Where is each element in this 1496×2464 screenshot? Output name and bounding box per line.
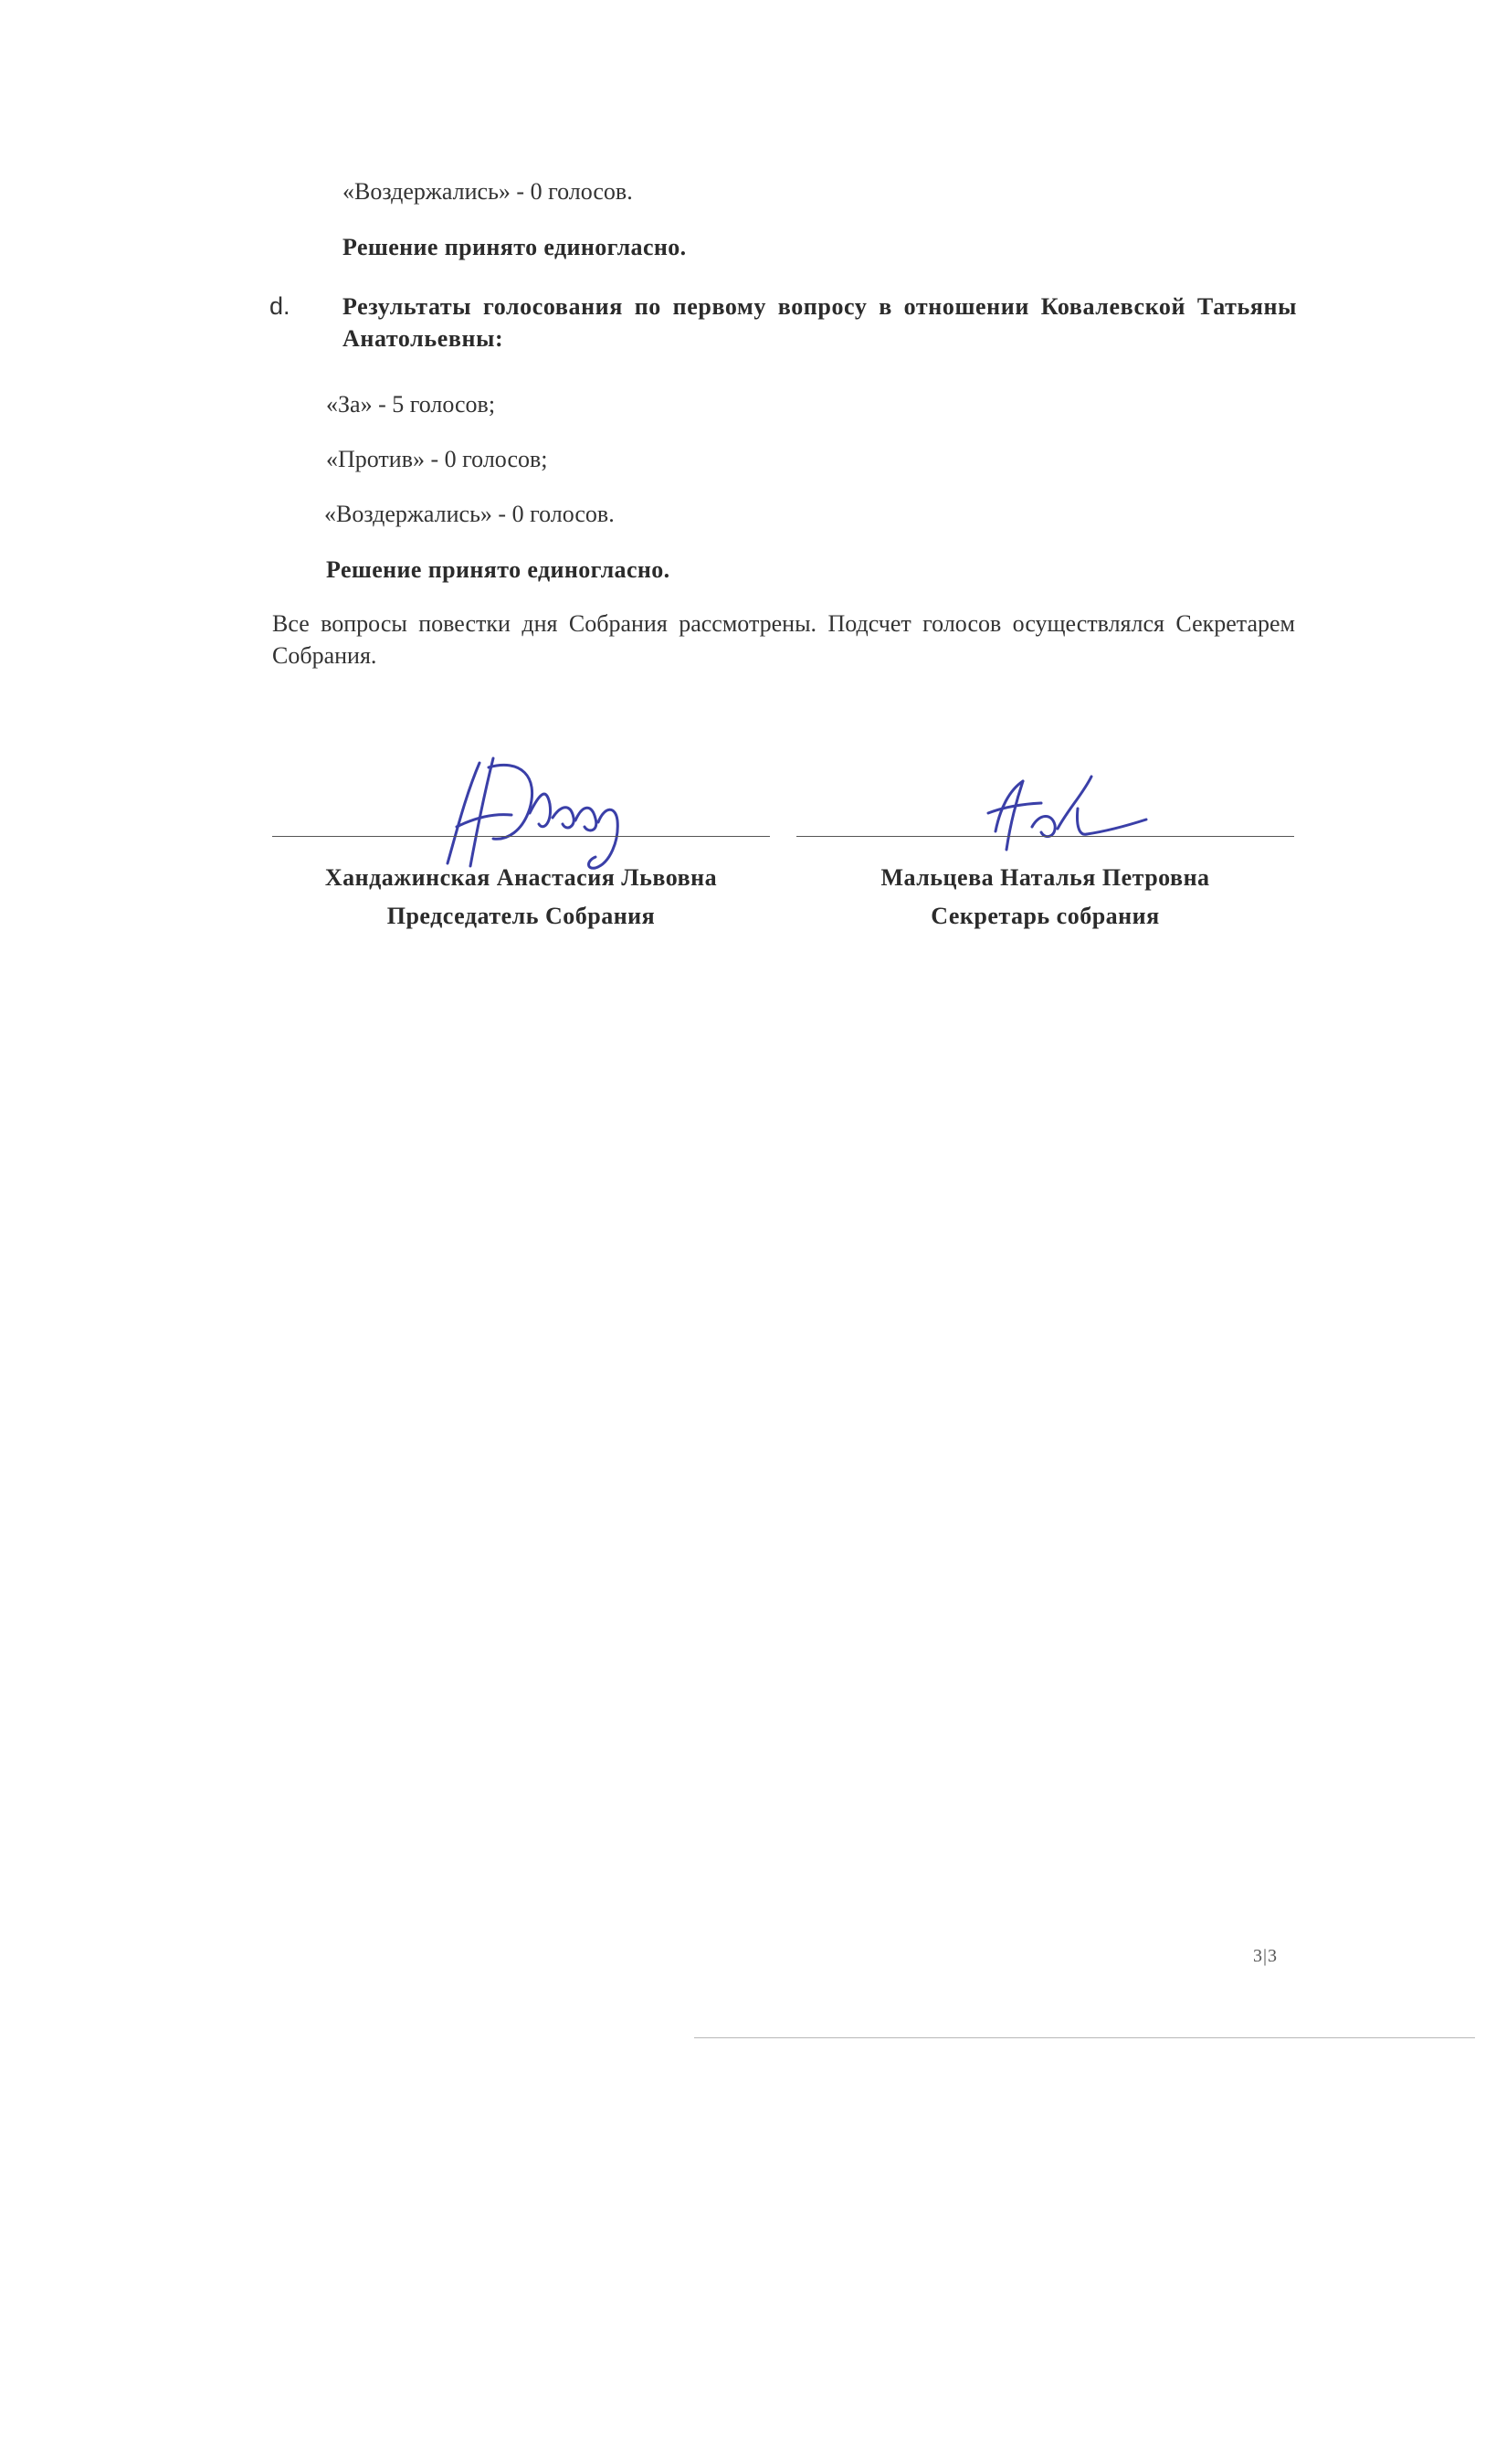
secretary-role: Секретарь собрания (931, 903, 1160, 929)
chairperson-name: Хандажинская Анастасия Львовна (324, 864, 718, 891)
votes-abstain: «Воздержались» - 0 голосов. (324, 501, 615, 527)
secretary-signature-line (796, 836, 1294, 837)
abstain-votes-top: «Воздержались» - 0 голосов. (342, 178, 633, 205)
votes-against: «Против» - 0 голосов; (326, 446, 548, 472)
secretary-name: Мальцева Наталья Петровна (880, 864, 1210, 891)
closing-paragraph: Все вопросы повестки дня Собрания рассмотрены. Подсчет голосов осуществлялся Секретарем Собрания. (272, 610, 1295, 669)
footer-divider (694, 2037, 1475, 2038)
decision-d: Решение принято единогласно. (326, 556, 670, 583)
decision-top: Решение принято единогласно. (342, 234, 687, 260)
page-number: 3|3 (1253, 1946, 1279, 1966)
chairperson-signature (393, 740, 648, 877)
item-d-heading: Результаты голосования по первому вопросу в отношении Ковалевской Татьяны Анатольевны: (342, 293, 1297, 352)
chairperson-signature-line (272, 836, 770, 837)
secretary-signature (968, 763, 1151, 863)
chairperson-role: Председатель Собрания (386, 903, 656, 929)
item-d-marker: d. (269, 292, 290, 320)
votes-for: «За» - 5 голосов; (326, 391, 496, 418)
